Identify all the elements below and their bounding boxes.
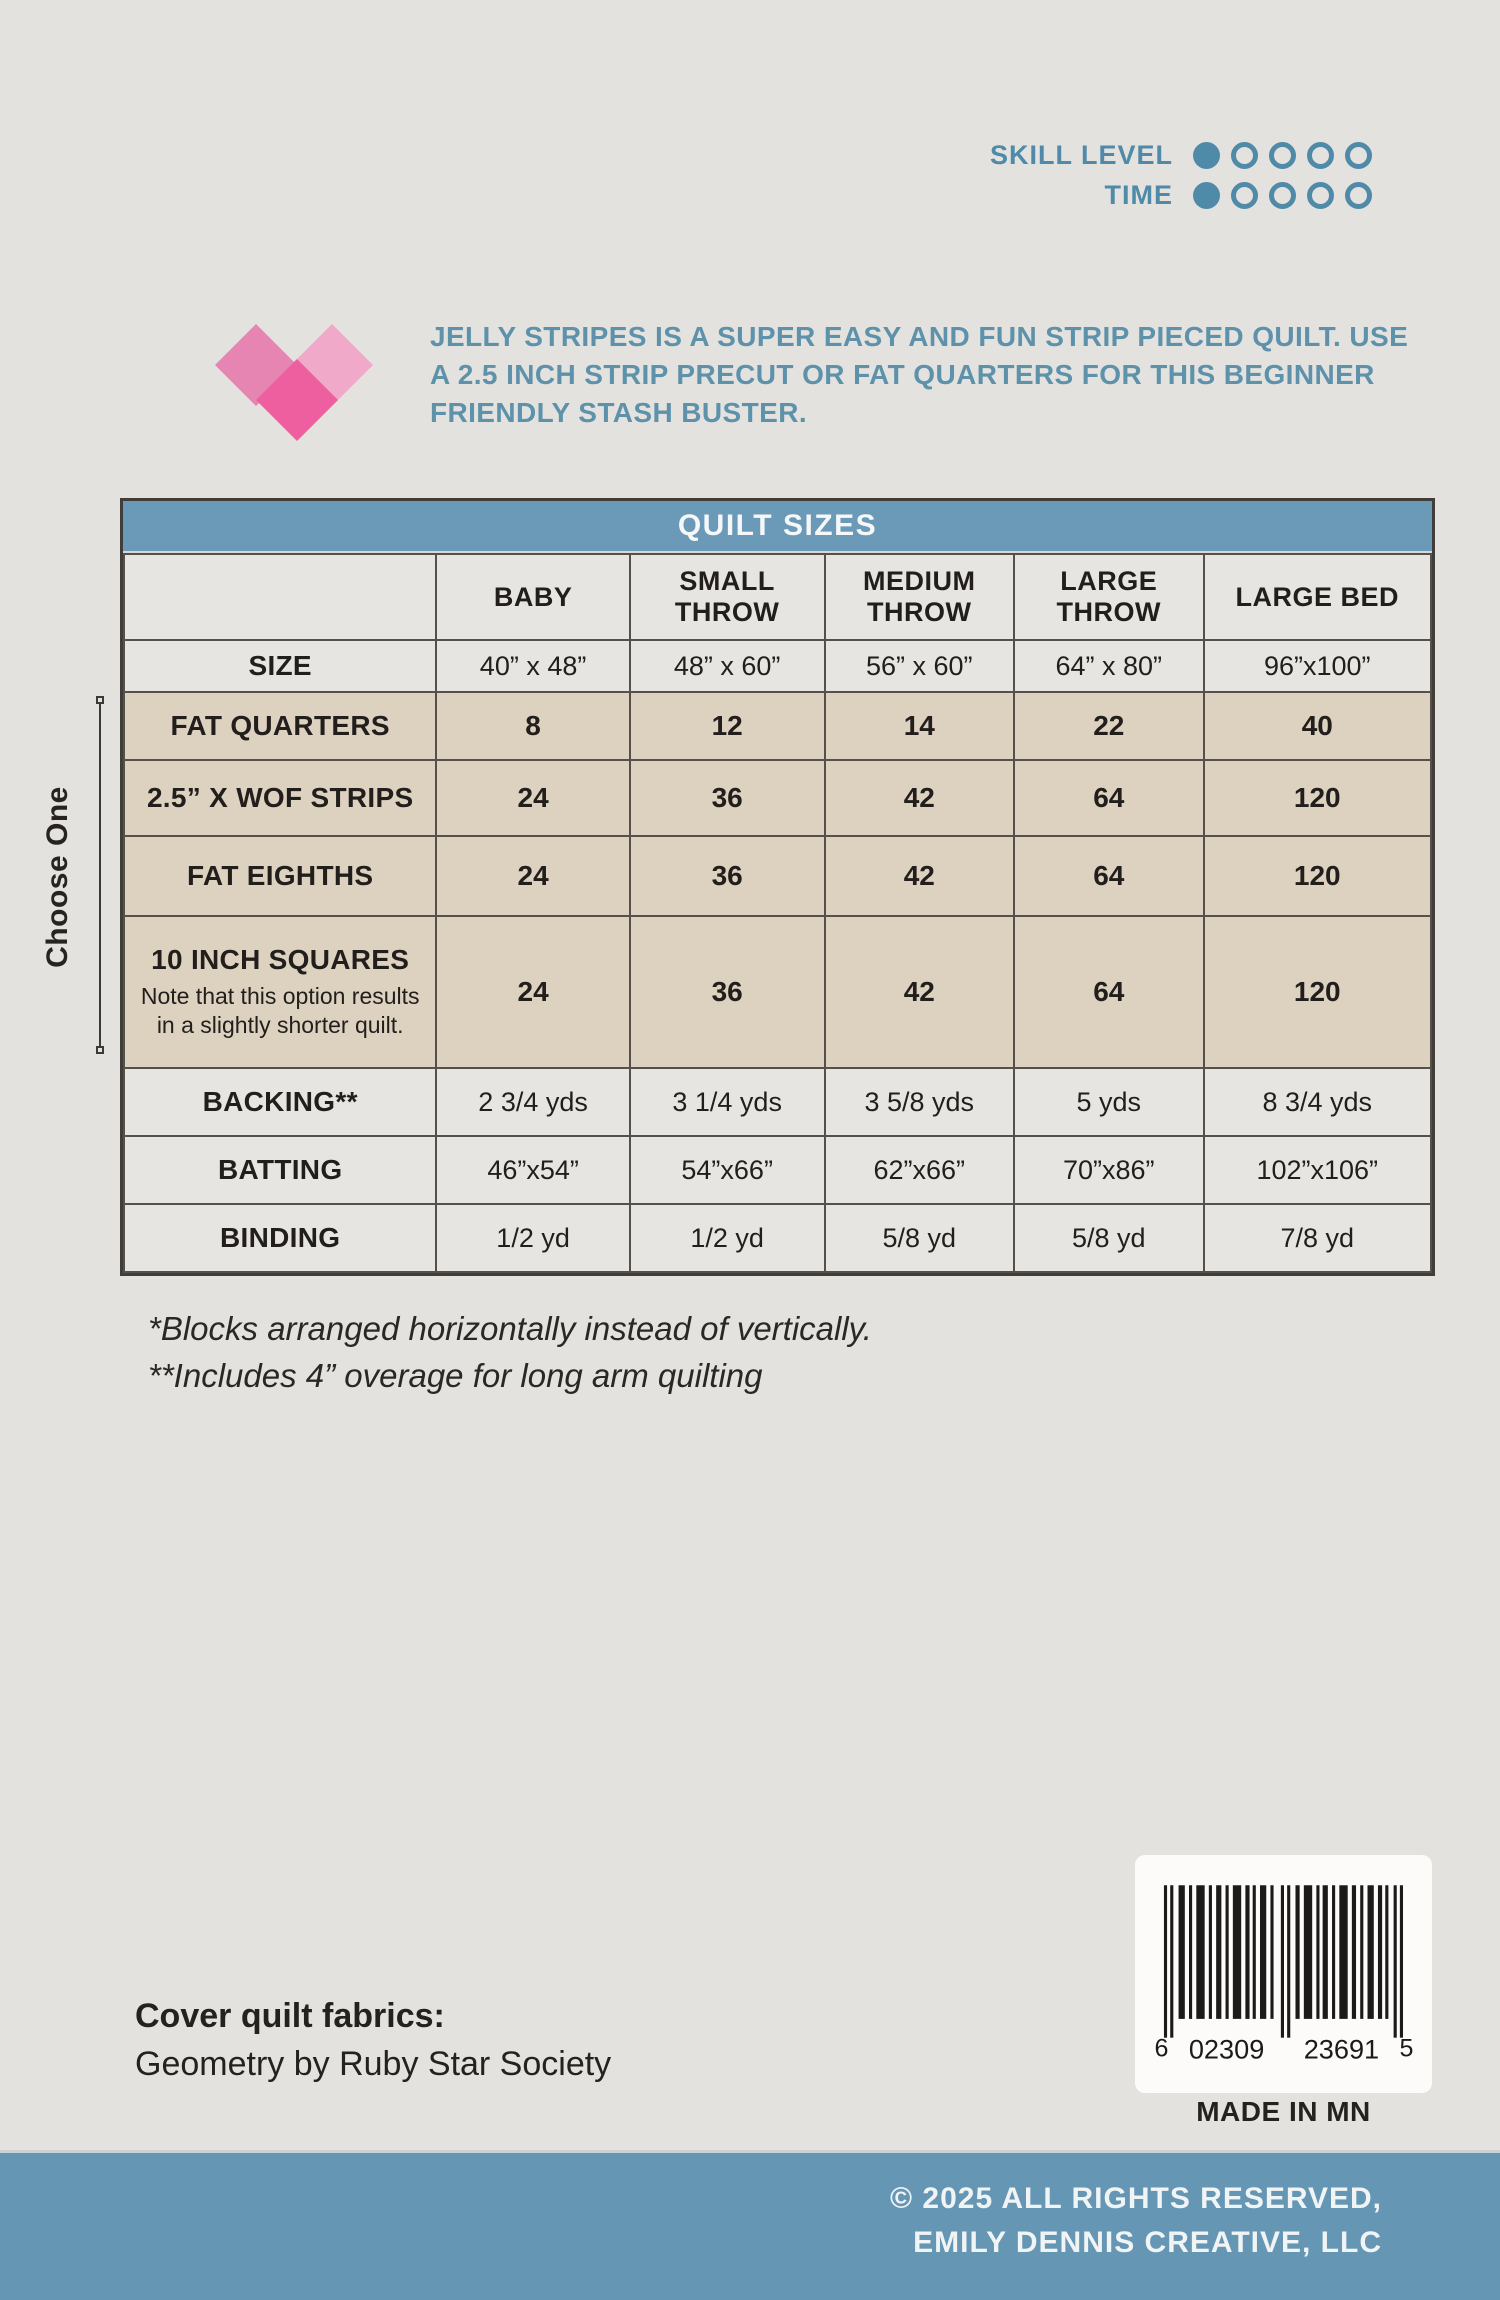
row-label-cell <box>124 1136 436 1204</box>
footnote-2: **Includes 4” overage for long arm quilting <box>148 1357 763 1394</box>
row-note: Note that this option results in a slightly shorter quilt. <box>140 983 420 1038</box>
col-header-large-throw: LARGE THROW <box>1014 554 1204 640</box>
cell-value: 64 <box>1014 916 1204 1068</box>
skill-level-label: SKILL LEVEL <box>989 140 1173 170</box>
table-row <box>124 1068 1431 1136</box>
cell-value: 5/8 yd <box>825 1204 1015 1272</box>
barcode-icon <box>1153 1879 1415 2069</box>
table-row <box>124 836 1431 916</box>
cell-value: 3 5/8 yds <box>825 1068 1015 1136</box>
rating-dot-empty <box>1307 142 1334 169</box>
cover-fabrics-heading: Cover quilt fabrics: <box>135 1997 445 2035</box>
cell-value: 24 <box>436 760 629 836</box>
cell-value: 42 <box>825 916 1015 1068</box>
cell-value: 36 <box>630 836 825 916</box>
cell-value: 24 <box>436 836 629 916</box>
cell-value: 14 <box>825 692 1015 760</box>
cell-value: 54”x66” <box>630 1136 825 1204</box>
cell-value: 1/2 yd <box>630 1204 825 1272</box>
rating-dot-empty <box>1345 182 1372 209</box>
skill-level-row <box>990 140 1372 171</box>
rating-dot-filled <box>1193 182 1220 209</box>
cell-value: 8 <box>436 692 629 760</box>
cell-value: 5/8 yd <box>1014 1204 1204 1272</box>
table-row <box>124 1136 1431 1204</box>
cell-value: 40 <box>1204 692 1431 760</box>
col-header-baby: BABY <box>436 554 629 640</box>
col-header-empty <box>124 554 436 640</box>
table-row <box>124 692 1431 760</box>
rating-dot-filled <box>1193 142 1220 169</box>
barcode-digit-left: 6 <box>1154 2034 1168 2063</box>
row-label-cell <box>124 760 436 836</box>
quilt-sizes-table-wrap <box>120 498 1435 1276</box>
cell-value: 40” x 48” <box>436 640 629 692</box>
cell-value: 7/8 yd <box>1204 1204 1431 1272</box>
table-row <box>124 760 1431 836</box>
col-header-medium-throw: MEDIUM THROW <box>825 554 1015 640</box>
table-row <box>124 916 1431 1068</box>
cell-value: 64” x 80” <box>1014 640 1204 692</box>
cell-value: 62”x66” <box>825 1136 1015 1204</box>
time-dots <box>1193 182 1372 209</box>
row-label-cell <box>124 1068 436 1136</box>
table-row <box>124 1204 1431 1272</box>
cell-value: 70”x86” <box>1014 1136 1204 1204</box>
cell-value: 102”x106” <box>1204 1136 1431 1204</box>
barcode-group2: 23691 <box>1303 2033 1379 2065</box>
row-label-cell <box>124 692 436 760</box>
barcode-digit-right: 5 <box>1399 2034 1413 2063</box>
cell-value: 120 <box>1204 836 1431 916</box>
footnote-1: *Blocks arranged horizontally instead of vertically. <box>148 1310 872 1347</box>
row-label: BACKING** <box>202 1086 358 1117</box>
cell-value: 120 <box>1204 760 1431 836</box>
heart-logo <box>207 310 382 460</box>
cell-value: 36 <box>630 916 825 1068</box>
row-label-cell <box>124 836 436 916</box>
made-in-label: MADE IN MN <box>1196 2096 1371 2127</box>
cover-fabrics-block <box>135 1992 611 2088</box>
cell-value: 46”x54” <box>436 1136 629 1204</box>
col-header-small-throw: SMALL THROW <box>630 554 825 640</box>
quilt-sizes-title: QUILT SIZES <box>123 501 1432 553</box>
cell-value: 5 yds <box>1014 1068 1204 1136</box>
time-row <box>990 180 1372 211</box>
skill-level-dots <box>1193 142 1372 169</box>
cell-value: 1/2 yd <box>436 1204 629 1272</box>
bracket-end-bottom <box>96 1046 104 1054</box>
cell-value: 12 <box>630 692 825 760</box>
rating-dot-empty <box>1307 182 1334 209</box>
cell-value: 24 <box>436 916 629 1068</box>
footnotes <box>148 1305 872 1399</box>
barcode-box <box>1135 1855 1432 2093</box>
bracket-end-top <box>96 696 104 704</box>
ratings-block <box>990 140 1372 220</box>
cover-fabrics-line: Geometry by Ruby Star Society <box>135 2045 612 2083</box>
cell-value: 22 <box>1014 692 1204 760</box>
footer-line-1: © 2025 ALL RIGHTS RESERVED, <box>889 2182 1382 2215</box>
cell-value: 64 <box>1014 836 1204 916</box>
row-label-cell <box>124 1204 436 1272</box>
rating-dot-empty <box>1231 182 1258 209</box>
row-label-cell <box>124 916 436 1068</box>
row-label: BATTING <box>217 1154 343 1185</box>
choose-one-label: Choose One <box>41 786 74 968</box>
row-label: BINDING <box>220 1222 341 1253</box>
col-header-large-bed: LARGE BED <box>1204 554 1431 640</box>
row-label-cell <box>124 640 436 692</box>
footer-band <box>0 2150 1500 2300</box>
barcode-group1: 02309 <box>1188 2033 1264 2065</box>
cell-value: 42 <box>825 760 1015 836</box>
row-label: SIZE <box>248 650 312 681</box>
cell-value: 42 <box>825 836 1015 916</box>
cell-value: 120 <box>1204 916 1431 1068</box>
cell-value: 3 1/4 yds <box>630 1068 825 1136</box>
table-header-row <box>124 554 1431 640</box>
rating-dot-empty <box>1269 142 1296 169</box>
rating-dot-empty <box>1345 142 1372 169</box>
row-label: 2.5” X WOF STRIPS <box>146 782 414 813</box>
rating-dot-empty <box>1269 182 1296 209</box>
table-row <box>124 640 1431 692</box>
cell-value: 64 <box>1014 760 1204 836</box>
row-label: 10 INCH SQUARES <box>151 944 410 975</box>
time-label: TIME <box>1104 180 1173 210</box>
quilt-sizes-table <box>123 553 1432 1273</box>
cell-value: 96”x100” <box>1204 640 1431 692</box>
footer-line-2: EMILY DENNIS CREATIVE, LLC <box>913 2226 1382 2259</box>
cell-value: 36 <box>630 760 825 836</box>
cell-value: 48” x 60” <box>630 640 825 692</box>
cell-value: 56” x 60” <box>825 640 1015 692</box>
cell-value: 8 3/4 yds <box>1204 1068 1431 1136</box>
row-label: FAT QUARTERS <box>170 710 390 741</box>
row-label: FAT EIGHTHS <box>187 860 374 891</box>
intro-description: JELLY STRIPES IS A SUPER EASY AND FUN STRIP PIECED QUILT. USE A 2.5 INCH STRIP PRECUT OR FAT QUARTERS FOR THIS BEGINNER FRIENDLY STASH BUSTER. <box>430 321 1409 428</box>
cell-value: 2 3/4 yds <box>436 1068 629 1136</box>
rating-dot-empty <box>1231 142 1258 169</box>
choose-one-bracket-line <box>99 700 101 1050</box>
